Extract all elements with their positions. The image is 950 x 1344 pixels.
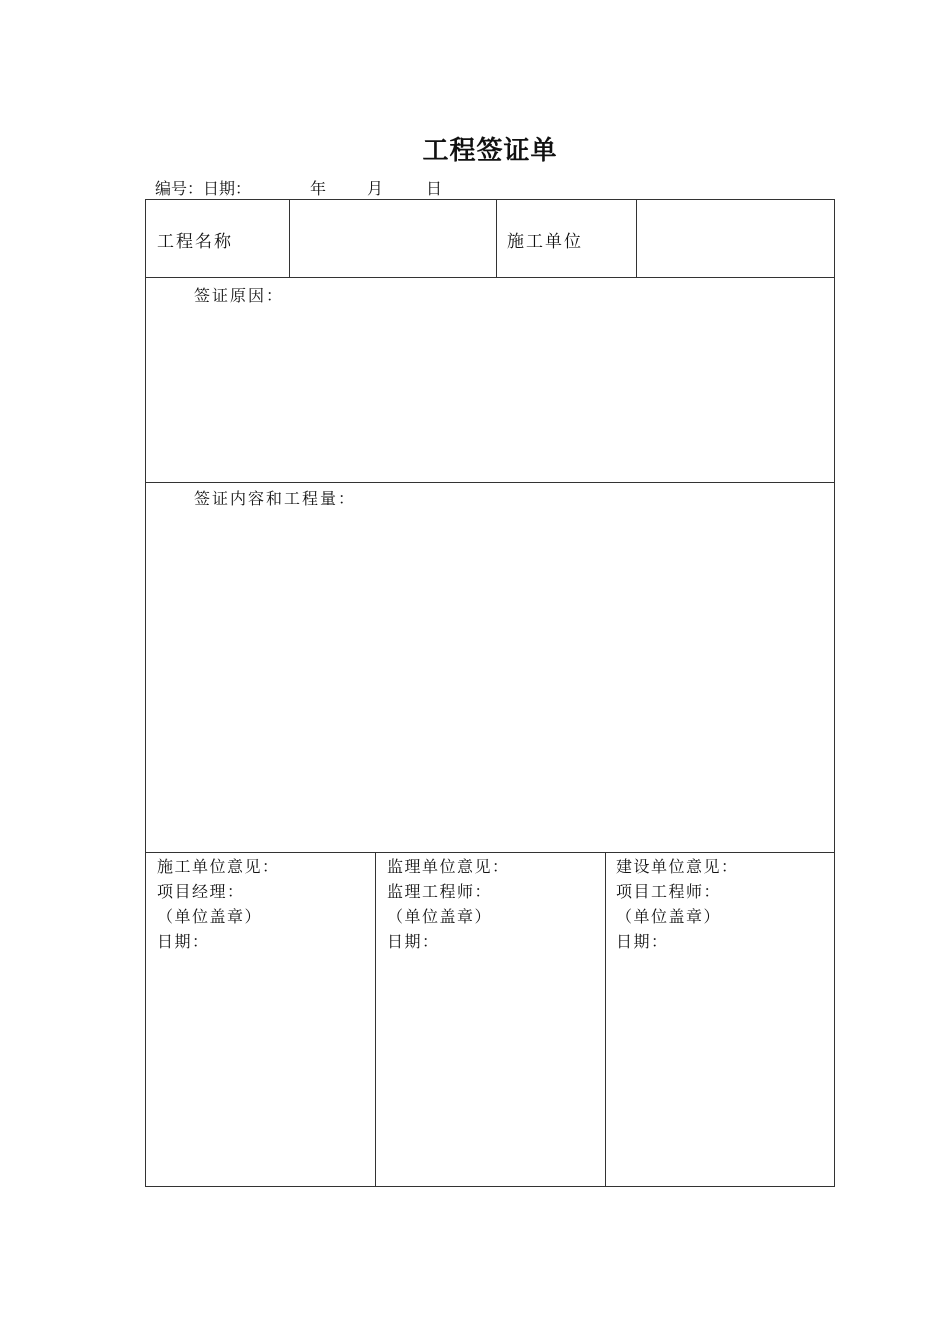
- row-divider-reason: [145, 482, 835, 483]
- row-divider-content: [145, 852, 835, 853]
- visa-content-label: 签证内容和工程量：: [194, 489, 357, 508]
- opinion-seal: （单位盖章）: [616, 907, 722, 926]
- date-day-label: 日: [426, 179, 443, 198]
- visa-form-table: [145, 199, 835, 1187]
- opinion-date: 日期：: [616, 932, 669, 951]
- col-divider-1: [289, 199, 290, 277]
- opinion-divider-1: [375, 852, 376, 1187]
- construction-unit-opinion: [157, 854, 280, 954]
- opinion-seal: （单位盖章）: [157, 907, 263, 926]
- supervision-unit-opinion: [387, 854, 510, 954]
- opinion-signer: 监理工程师：: [387, 882, 493, 901]
- construction-unit-label: 施工单位: [507, 232, 583, 252]
- owner-unit-opinion: [616, 854, 739, 954]
- date-month-label: 月: [367, 179, 384, 198]
- project-name-label: 工程名称: [157, 232, 233, 252]
- number-date-label: 编号：日期：: [155, 179, 252, 198]
- opinion-divider-2: [605, 852, 606, 1187]
- opinion-heading: 施工单位意见：: [157, 857, 280, 876]
- col-divider-2: [496, 199, 497, 277]
- col-divider-3: [636, 199, 637, 277]
- date-year-label: 年: [310, 179, 327, 198]
- opinion-seal: （单位盖章）: [387, 907, 493, 926]
- opinion-signer: 项目经理：: [157, 882, 245, 901]
- opinion-heading: 监理单位意见：: [387, 857, 510, 876]
- row-divider-header: [145, 277, 835, 278]
- document-title: 工程签证单: [422, 136, 558, 166]
- opinion-date: 日期：: [157, 932, 210, 951]
- opinion-heading: 建设单位意见：: [616, 857, 739, 876]
- opinion-signer: 项目工程师：: [616, 882, 722, 901]
- visa-reason-label: 签证原因：: [194, 286, 285, 305]
- opinion-date: 日期：: [387, 932, 440, 951]
